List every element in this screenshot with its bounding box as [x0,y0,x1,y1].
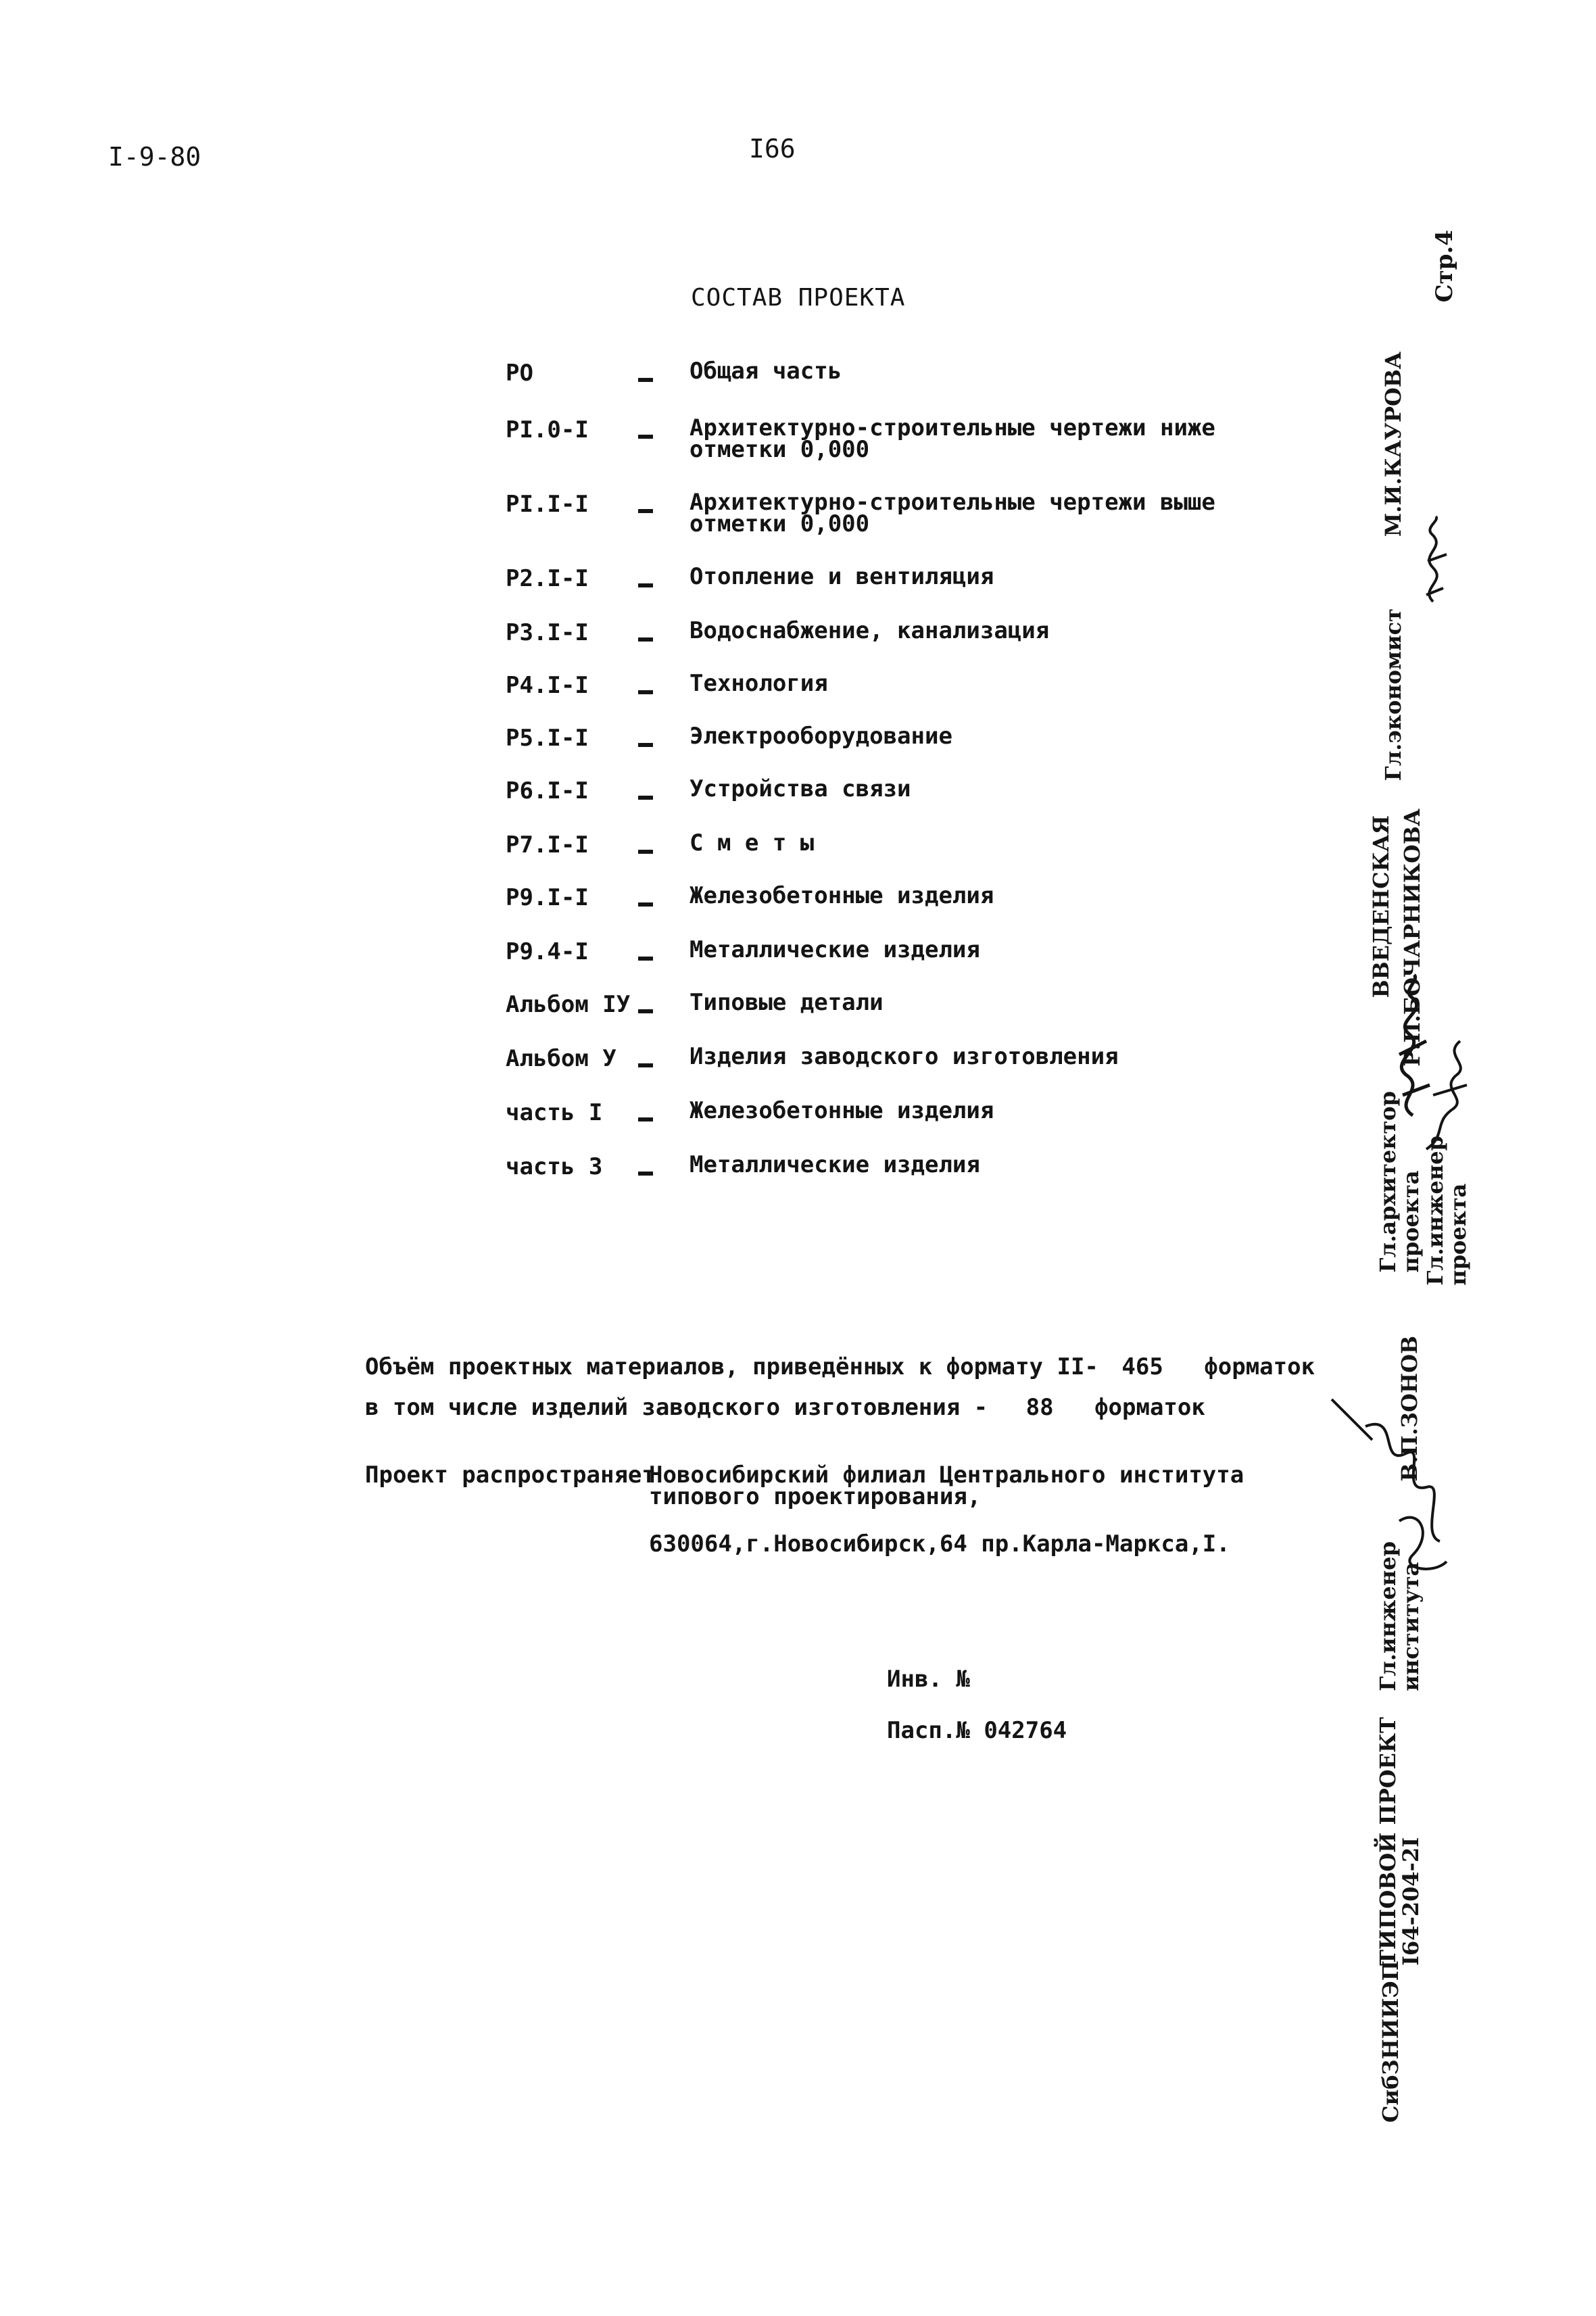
volume-factory-formats: 88 [1025,1394,1054,1421]
item-text: Металлические изделия [690,1151,980,1178]
engineer-signature [1420,1028,1474,1156]
item-dash [638,1057,653,1070]
item-dash [638,896,653,909]
section-title: СОСТАВ ПРОЕКТА [691,284,906,312]
item-code: Альбом У [506,1045,616,1072]
item-dash [638,950,653,963]
item-dash [638,503,653,516]
item-text: Водоснабжение, канализация [690,617,1050,644]
distribution-org-line-2: типового проектирования, [649,1483,982,1510]
item-text-continued: отметки 0,000 [690,510,870,537]
passport-number [887,1717,1067,1744]
item-text: Типовые детали [690,989,884,1016]
distribution-label: Проект распространяет [365,1462,656,1489]
economist-signature [1406,514,1460,608]
item-text: Архитектурно-строительные чертежи выше [690,489,1215,516]
item-code: P6.I-I [506,777,589,804]
volume-line-2-text: в том числе изделий заводского изготовления - [365,1394,988,1421]
item-text: Электрооборудование [690,723,952,750]
item-dash [638,1003,653,1016]
item-dash [638,1111,653,1124]
item-code: P4.I-I [506,672,589,699]
item-code: P9.I-I [506,884,589,911]
distribution-org-line-1: Новосибирский филиал Центрального института [649,1462,1244,1489]
volume-total-formats: 465 [1121,1353,1163,1380]
stamp-economist-role: Гл.экономист [1380,608,1406,781]
distribution-address: 630064,г.Новосибирск,64 пр.Карла-Маркса,I. [649,1530,1230,1558]
item-text: С м е т ы [690,829,815,857]
stamp-engineer-role: Гл.инженер проекта [1422,1136,1471,1286]
item-text: Металлические изделия [690,936,980,963]
item-code: часть 3 [506,1153,603,1180]
item-code: PI.0-I [506,416,589,443]
stamp-economist-name: М.И.КАУРОВА [1380,352,1406,537]
item-text: Изделия заводского изготовления [690,1043,1119,1070]
item-dash [638,684,653,697]
stamp-inst-engineer-name: В.П.ЗОНОВ [1397,1336,1422,1482]
item-text: Отопление и вентиляция [690,563,994,590]
item-code: P3.I-I [506,619,589,646]
item-dash [638,631,653,644]
item-dash [638,737,653,750]
item-code: Альбом IУ [506,991,631,1018]
stamp-architect-name: ВВЕДЕНСКАЯ [1368,815,1394,998]
item-text: Архитектурно-строительные чертежи ниже [690,414,1215,441]
stamp-inst-engineer-role: Гл.инженер института [1375,1541,1424,1691]
volume-line-2-unit: форматок [1094,1394,1205,1421]
item-text: Технология [690,670,828,697]
stamp-architect-role: Гл.архитектор проекта [1375,1091,1424,1273]
page-number: I66 [749,134,796,164]
volume-line-1 [365,1353,1315,1380]
stamp-page: Стр.4 [1431,230,1458,303]
item-text: Железобетонные изделия [690,882,994,909]
stamp-project-id: ТИПОВОЙ ПРОЕКТ I64-204-2I [1375,1717,1424,1966]
document-code: I-9-80 [108,142,201,172]
item-code: PO [506,360,533,387]
item-code: P9.4-I [506,938,589,965]
item-text-continued: отметки 0,000 [690,436,870,463]
volume-line-1-text: Объём проектных материалов, приведённых к формату II- [365,1353,1098,1380]
item-code: P2.I-I [506,565,589,592]
item-code: часть I [506,1099,603,1126]
volume-line-2 [365,1394,1205,1421]
volume-line-1-unit: форматок [1204,1353,1315,1380]
item-dash [638,844,653,857]
inventory-number: Инв. № [887,1666,970,1693]
item-text: Общая часть [690,358,842,385]
item-dash [638,372,653,385]
passport-label: Пасп.№ [887,1717,970,1744]
item-code: P5.I-I [506,725,589,752]
item-code: P7.I-I [506,831,589,859]
item-code: PI.I-I [506,491,589,518]
stamp-organization: СибЗНИИЭП [1378,1960,1403,2123]
stamp-engineer-name: Р.П.БОЧАРНИКОВА [1399,809,1425,1067]
item-text: Железобетонные изделия [690,1097,994,1124]
item-dash [638,577,653,590]
passport-value: 042764 [984,1717,1067,1744]
item-dash [638,790,653,802]
item-dash [638,429,653,441]
item-text: Устройства связи [690,775,911,802]
inst-engineer-signature [1325,1386,1460,1589]
item-dash [638,1165,653,1178]
